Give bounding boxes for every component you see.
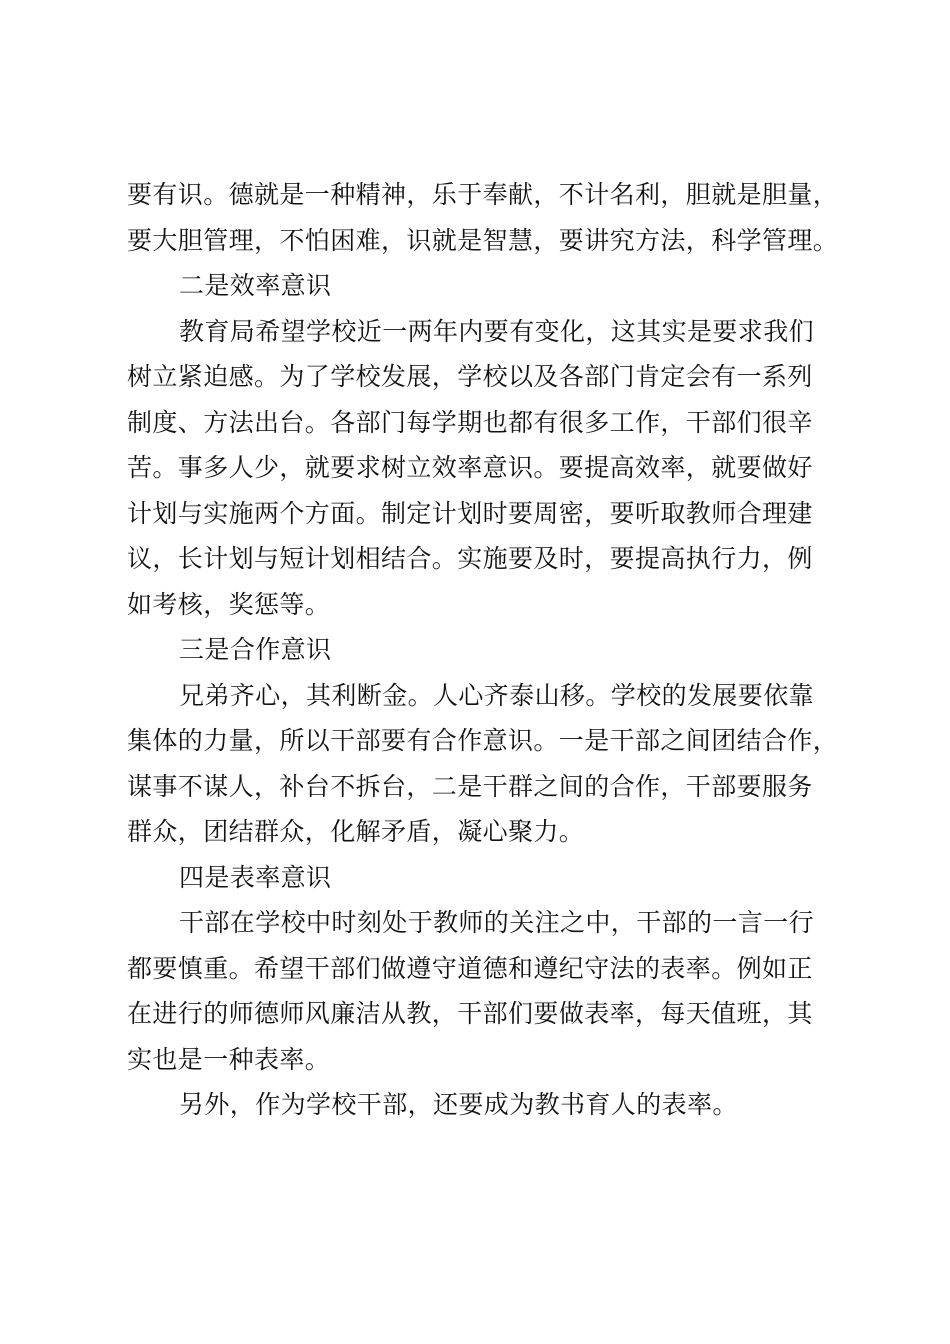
text-line: 要大胆管理，不怕困难，识就是智慧，要讲究方法，科学管理。 [127,225,839,255]
text-line: 制度、方法出台。各部门每学期也都有很多工作，干部们很辛 [127,407,813,437]
text-line: 议，长计划与短计划相结合。实施要及时，要提高执行力，例 [127,544,813,573]
text-line: 要有识。德就是一种精神，乐于奉献，不计名利，胆就是胆量， [127,180,839,209]
document-body [127,172,847,1128]
text-line: 苦。事多人少，就要求树立效率意识。要提高效率，就要做好 [127,453,813,482]
text-line: 计划与实施两个方面。制定计划时要周密，要听取教师合理建 [127,498,813,528]
text-line: 谋事不谋人，补台不拆台，二是干群之间的合作，干部要服务 [127,771,813,801]
text-line: 群众，团结群众，化解矛盾，凝心聚力。 [127,817,585,846]
text-line: 兄弟齐心，其利断金。人心齐泰山移。学校的发展要依靠 [179,680,815,710]
text-line: 实也是一种表率。 [127,1044,331,1074]
text-line: 教育局希望学校近一两年内要有变化，这其实是要求我们 [179,316,815,346]
section-heading-cooperation: 三是合作意识 [179,635,332,664]
section-heading-example: 四是表率意识 [179,862,332,892]
text-line: 另外，作为学校干部，还要成为教书育人的表率。 [179,1090,738,1119]
text-line: 干部在学校中时刻处于教师的关注之中，干部的一言一行 [179,908,815,937]
text-line: 树立紧迫感。为了学校发展，学校以及各部门肯定会有一系列 [127,362,813,391]
section-heading-efficiency: 二是效率意识 [179,271,332,300]
text-line: 集体的力量，所以干部要有合作意识。一是干部之间团结合作， [127,726,839,755]
text-line: 都要慎重。希望干部们做遵守道德和遵纪守法的表率。例如正 [127,953,813,983]
text-line: 如考核，奖惩等。 [127,589,331,619]
text-line: 在进行的师德师风廉洁从教，干部们要做表率，每天值班，其 [127,999,813,1028]
